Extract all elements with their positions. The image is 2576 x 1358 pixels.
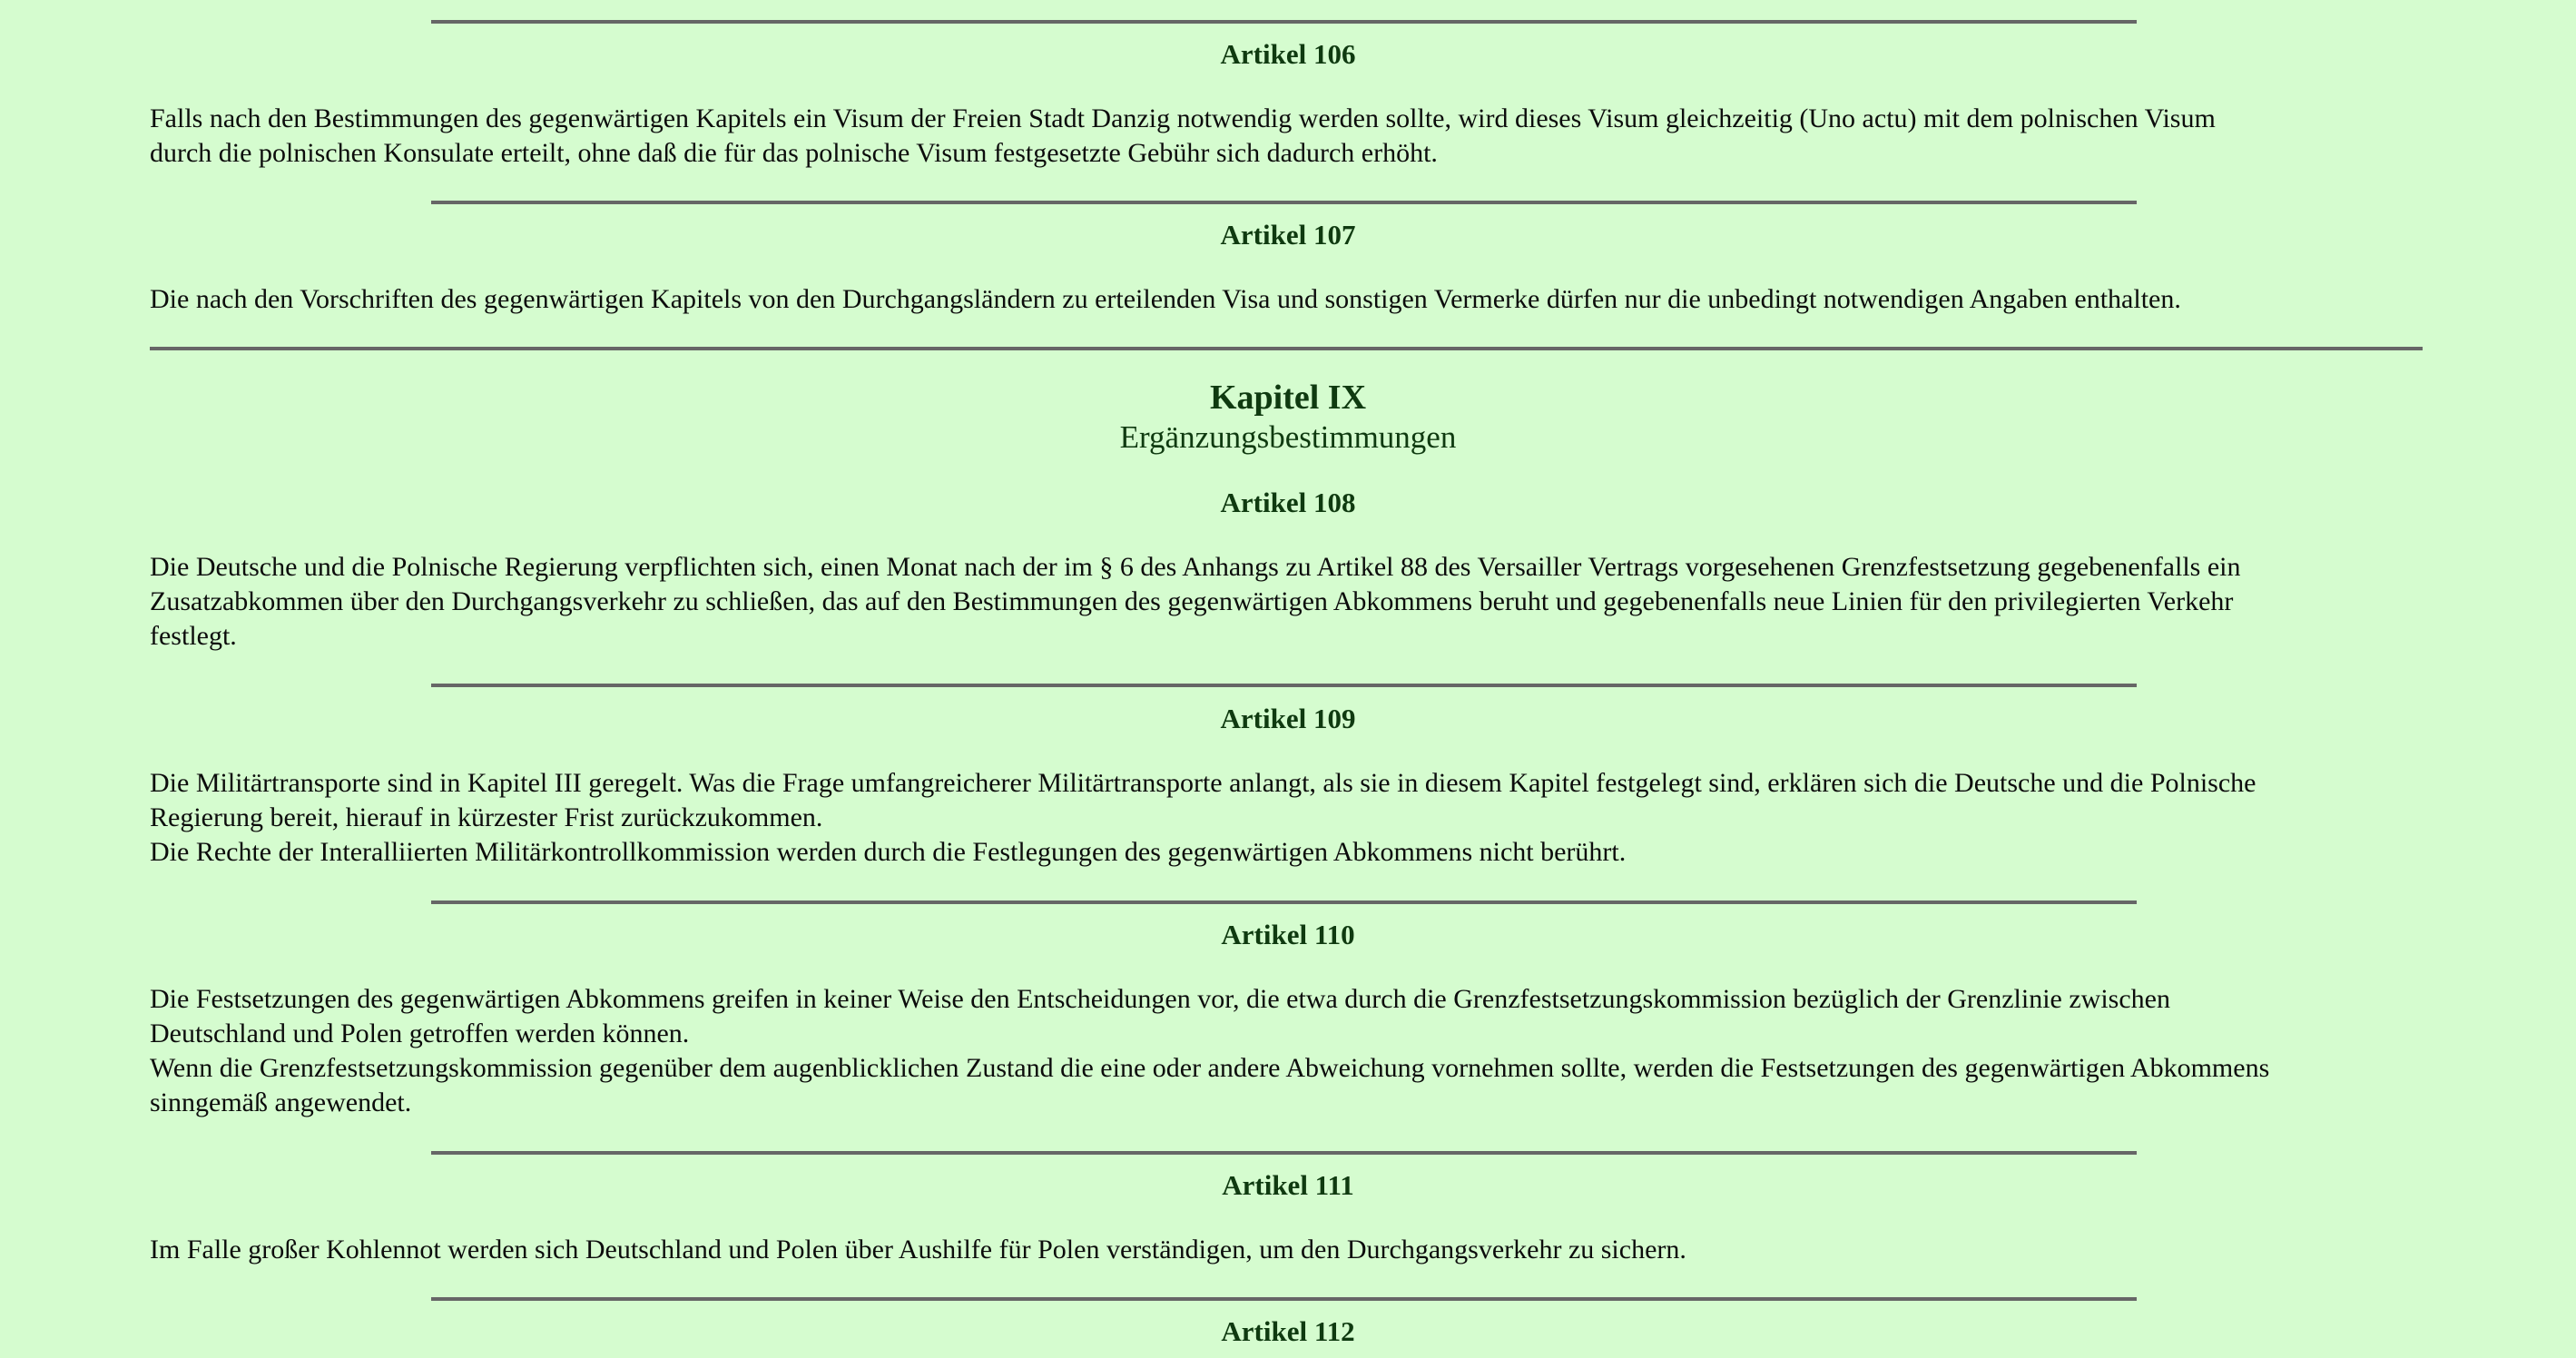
text-line: durch die polnischen Konsulate erteilt, ohne daß die für das polnische Visum festgesetzte Gebühr sich dadurch erhöht.	[150, 138, 1438, 168]
chapter-title: Kapitel IX	[1209, 379, 1367, 417]
article-109-text	[150, 766, 2455, 870]
text-line: Die Festsetzungen des gegenwärtigen Abkommens greifen in keiner Weise den Entscheidungen vor, die etwa durch die Grenzfestsetzungskommission bezüglich der Grenzlinie zwischen	[150, 984, 2170, 1014]
text-line: Deutschland und Polen getroffen werden können.	[150, 1018, 690, 1048]
text-line: Im Falle großer Kohlennot werden sich Deutschland und Polen über Aushilfe für Polen verständigen, um den Durchgangsverkehr zu sichern.	[150, 1235, 1686, 1265]
article-divider	[431, 1297, 2137, 1301]
text-line: Die Deutsche und die Polnische Regierung verpflichten sich, einen Monat nach der im § 6 des Anhangs zu Artikel 88 des Versailler Vertrags vorgesehenen Grenzfestsetzung gegebenenfalls ein	[150, 552, 2241, 582]
article-108-title: Artikel 108	[1220, 487, 1356, 518]
article-111-text	[150, 1233, 2455, 1267]
article-106-title: Artikel 106	[1220, 38, 1356, 70]
text-line: sinngemäß angewendet.	[150, 1087, 412, 1117]
text-line: festlegt.	[150, 621, 237, 651]
article-111-title: Artikel 111	[1222, 1169, 1354, 1201]
text-line: Regierung bereit, hierauf in kürzester Frist zurückzukommen.	[150, 802, 823, 832]
article-divider	[431, 684, 2137, 687]
chapter-divider	[150, 347, 2423, 350]
article-divider	[431, 900, 2137, 904]
article-106-text	[150, 102, 2455, 171]
text-line: Die Militärtransporte sind in Kapitel III geregelt. Was die Frage umfangreicherer Militärtransporte anlangt, als sie in diesem Kapitel festgelegt sind, erklären sich die Deutsche und die Polnische	[150, 768, 2256, 798]
article-108-text	[150, 550, 2455, 654]
article-112-title: Artikel 112	[1221, 1315, 1355, 1347]
text-line: Falls nach den Bestimmungen des gegenwärtigen Kapitels ein Visum der Freien Stadt Danzig notwendig werden sollte, wird dieses Visum gleichzeitig (Uno actu) mit dem polnischen Visum	[150, 103, 2216, 133]
text-line: Wenn die Grenzfestsetzungskommission gegenüber dem augenblicklichen Zustand die eine oder andere Abweichung vornehmen sollte, werden die Festsetzungen des gegenwärtigen Abkommens	[150, 1053, 2270, 1083]
article-107-text	[150, 282, 2455, 317]
article-110-title: Artikel 110	[1221, 919, 1355, 950]
article-divider	[431, 20, 2137, 24]
article-109-title: Artikel 109	[1220, 703, 1356, 734]
article-110-text	[150, 982, 2455, 1120]
article-107-title: Artikel 107	[1220, 219, 1356, 251]
article-divider	[431, 201, 2137, 204]
text-line: Zusatzabkommen über den Durchgangsverkehr zu schließen, das auf den Bestimmungen des gegenwärtigen Abkommens beruht und gegebenenfalls neue Linien für den privilegierten Verkehr	[150, 586, 2234, 616]
text-line: Die nach den Vorschriften des gegenwärtigen Kapitels von den Durchgangsländern zu erteilenden Visa und sonstigen Vermerke dürfen nur die unbedingt notwendigen Angaben enthalten.	[150, 284, 2181, 314]
chapter-subtitle: Ergänzungsbestimmungen	[1119, 419, 1457, 455]
article-divider	[431, 1151, 2137, 1155]
text-line: Die Rechte der Interalliierten Militärkontrollkommission werden durch die Festlegungen des gegenwärtigen Abkommens nicht berührt.	[150, 837, 1627, 867]
